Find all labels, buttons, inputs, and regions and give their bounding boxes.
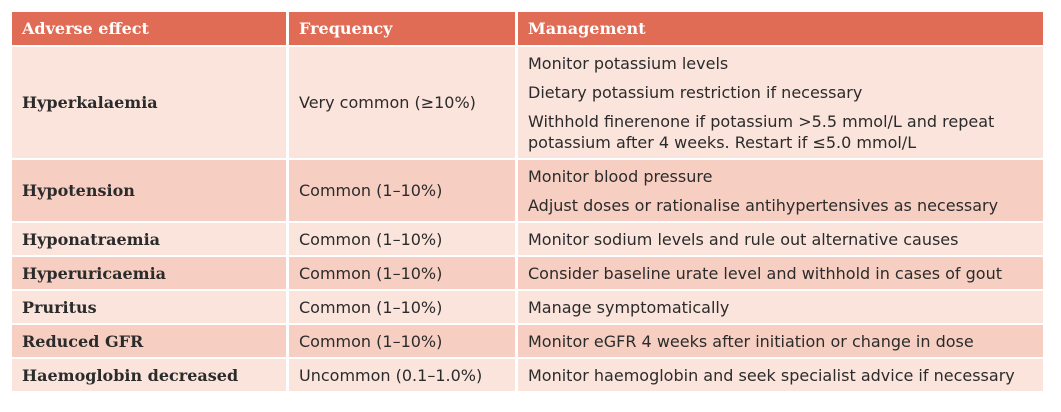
adverse-effect-cell: Hyponatraemia bbox=[12, 223, 286, 255]
header-frequency: Frequency bbox=[289, 12, 515, 45]
management-item: Manage symptomatically bbox=[528, 297, 730, 317]
management-cell bbox=[518, 223, 1043, 255]
management-item: Monitor haemoglobin and seek specialist advice if necessary bbox=[528, 365, 1015, 385]
adverse-effect-cell: Reduced GFR bbox=[12, 325, 286, 357]
management-item: Withhold finerenone if potassium >5.5 mmol/L and repeat potassium after 4 weeks. Restart if ≤5.0 mmol/L bbox=[528, 111, 995, 152]
adverse-effect-cell: Hyperkalaemia bbox=[12, 47, 286, 158]
management-cell bbox=[518, 257, 1043, 289]
table-row bbox=[12, 47, 1043, 158]
management-item: Monitor potassium levels bbox=[528, 53, 729, 73]
table-row bbox=[12, 359, 1043, 391]
table-row bbox=[12, 160, 1043, 221]
management-cell bbox=[518, 47, 1043, 158]
management-item: Consider baseline urate level and withhold in cases of gout bbox=[528, 263, 1002, 283]
header-adverse-effect: Adverse effect bbox=[12, 12, 286, 45]
adverse-effect-cell: Pruritus bbox=[12, 291, 286, 323]
table-row bbox=[12, 223, 1043, 255]
frequency-cell: Uncommon (0.1–1.0%) bbox=[289, 359, 515, 391]
management-cell bbox=[518, 325, 1043, 357]
management-cell bbox=[518, 160, 1043, 221]
frequency-cell: Common (1–10%) bbox=[289, 223, 515, 255]
table-row bbox=[12, 257, 1043, 289]
management-cell bbox=[518, 291, 1043, 323]
adverse-effects-table bbox=[9, 10, 1046, 393]
header-management: Management bbox=[518, 12, 1043, 45]
table-header-row bbox=[12, 12, 1043, 45]
frequency-cell: Common (1–10%) bbox=[289, 325, 515, 357]
table-row bbox=[12, 325, 1043, 357]
management-item: Monitor eGFR 4 weeks after initiation or change in dose bbox=[528, 331, 974, 351]
management-item: Adjust doses or rationalise antihypertensives as necessary bbox=[528, 195, 999, 215]
frequency-cell: Common (1–10%) bbox=[289, 257, 515, 289]
table-row bbox=[12, 291, 1043, 323]
management-item: Dietary potassium restriction if necessary bbox=[528, 82, 863, 102]
adverse-effect-cell: Hypotension bbox=[12, 160, 286, 221]
frequency-cell: Common (1–10%) bbox=[289, 160, 515, 221]
management-item: Monitor sodium levels and rule out alternative causes bbox=[528, 229, 959, 249]
frequency-cell: Very common (≥10%) bbox=[289, 47, 515, 158]
management-cell bbox=[518, 359, 1043, 391]
management-item: Monitor blood pressure bbox=[528, 166, 713, 186]
adverse-effect-cell: Hyperuricaemia bbox=[12, 257, 286, 289]
adverse-effect-cell: Haemoglobin decreased bbox=[12, 359, 286, 391]
frequency-cell: Common (1–10%) bbox=[289, 291, 515, 323]
